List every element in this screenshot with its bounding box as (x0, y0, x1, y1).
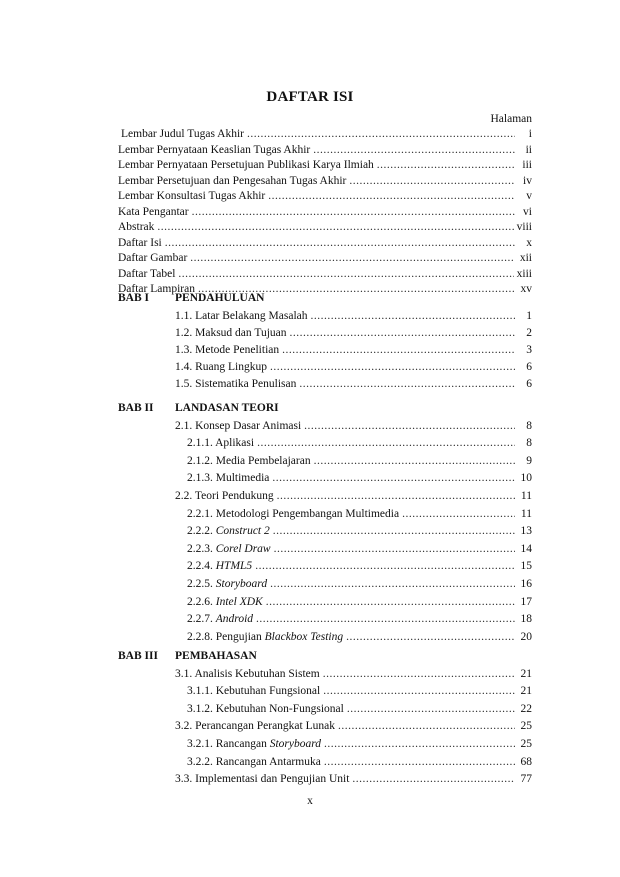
toc-entry (187, 684, 532, 698)
toc-page-number: 16 (520, 577, 532, 590)
chapter-number: BAB I (118, 292, 149, 304)
toc-entry-text: 1.4. Ruang Lingkup (175, 361, 267, 374)
toc-entry-label (187, 471, 269, 485)
toc-entry-label (187, 507, 399, 521)
toc-entry-italic-text: Intel XDK (215, 595, 263, 608)
toc-entry (175, 343, 532, 357)
toc-entry-text: 3.2. Perancangan Perangkat Lunak (175, 720, 335, 733)
dot-leader (346, 630, 515, 644)
dot-leader (290, 326, 516, 340)
toc-entry (175, 489, 532, 503)
toc-entry-text: Daftar Lampiran (118, 283, 195, 295)
toc-entry (118, 220, 532, 234)
toc-entry-label (118, 220, 154, 234)
dot-leader (157, 220, 513, 234)
toc-entry-text: 2.1.1. Aplikasi (187, 437, 255, 450)
dot-leader (256, 612, 515, 626)
toc-entry-label (118, 143, 310, 157)
dot-leader (349, 174, 515, 188)
toc-entry (187, 524, 532, 538)
dot-leader (347, 702, 515, 716)
toc-entry-italic-text: Corel Draw (215, 542, 271, 555)
toc-entry-text: 2.2.6. (187, 595, 216, 608)
toc-entry-text: Abstrak (118, 221, 155, 233)
dot-leader (257, 436, 515, 450)
toc-entry (187, 737, 532, 751)
toc-page-number: 18 (520, 613, 532, 626)
toc-entry-text: 2.2.5. (187, 577, 216, 590)
toc-page-number: 17 (520, 595, 532, 608)
toc-entry (187, 577, 532, 591)
toc-entry (118, 143, 532, 157)
toc-page-number: 8 (526, 437, 532, 450)
toc-entry-label (175, 489, 274, 503)
toc-entry-text: 2.1.2. Media Pembelajaran (187, 454, 311, 467)
toc-entry (175, 326, 532, 340)
toc-entry-label (187, 542, 271, 556)
dot-leader (277, 489, 515, 503)
toc-page-number: iii (522, 159, 532, 171)
toc-entry-text: 1.5. Sistematika Penulisan (175, 378, 297, 391)
toc-entry (175, 360, 532, 374)
toc-entry-text: Daftar Gambar (118, 252, 188, 264)
toc-entry-text: 3.3. Implementasi dan Pengujian Unit (175, 773, 350, 786)
toc-page-number: 25 (520, 737, 532, 750)
dot-leader (165, 236, 515, 250)
toc-entry-label (118, 174, 346, 188)
toc-entry-label (121, 127, 244, 141)
dot-leader (273, 524, 515, 538)
chapter-title: PEMBAHASAN (175, 650, 257, 662)
dot-leader (352, 772, 515, 786)
toc-entry-text: Lembar Konsultasi Tugas Akhir (118, 190, 266, 202)
toc-entry-label (175, 667, 320, 681)
toc-entry (175, 772, 532, 786)
toc-entry-label (187, 702, 344, 716)
dot-leader (268, 189, 515, 203)
toc-page-number: xiii (516, 267, 532, 280)
dot-leader (266, 595, 515, 609)
toc-entry-text: 1.2. Maksud dan Tujuan (175, 326, 287, 339)
toc-entry-text: Daftar Isi (118, 236, 162, 249)
toc-entry-text: 2.2.8. Pengujian (187, 630, 265, 643)
toc-entry-label (175, 343, 279, 357)
dot-leader (255, 559, 515, 573)
toc-entry-italic-text: Storyboard (215, 577, 268, 590)
dot-leader (323, 667, 515, 681)
toc-entry-text: 2.2.7. (187, 613, 216, 626)
toc-entry-label (118, 267, 175, 281)
toc-entry (187, 436, 532, 450)
toc-page-number: 2 (526, 326, 532, 339)
dot-leader (402, 507, 515, 521)
page-number: x (307, 795, 313, 807)
toc-page-number: ii (525, 143, 532, 156)
dot-leader (324, 755, 515, 769)
toc-page-number: 25 (520, 720, 532, 733)
toc-entry (175, 719, 532, 733)
toc-entry (121, 127, 532, 141)
dot-leader (377, 158, 515, 172)
toc-page-number: xii (519, 252, 532, 264)
dot-leader (190, 251, 515, 265)
toc-entry-text: Lembar Pernyataan Persetujuan Publikasi Karya Ilmiah (118, 159, 374, 171)
toc-entry-italic-text: HTML5 (215, 560, 253, 573)
halaman-label: Halaman (490, 113, 532, 125)
toc-entry-label (118, 205, 189, 219)
toc-entry (118, 158, 532, 172)
toc-entry (118, 174, 532, 188)
toc-entry-label (118, 189, 265, 203)
toc-page-number: vi (523, 205, 532, 218)
toc-page-number: 11 (520, 489, 532, 502)
toc-entry-text: Lembar Judul Tugas Akhir (121, 128, 244, 140)
dot-leader (274, 542, 515, 556)
toc-page-number: 11 (520, 507, 532, 520)
toc-entry (187, 507, 532, 521)
toc-entry-text: 2.1. Konsep Dasar Animasi (175, 419, 302, 432)
toc-entry-text: Daftar Tabel (118, 267, 176, 280)
toc-page-number: 8 (526, 419, 532, 432)
toc-entry-label (118, 158, 374, 172)
toc-entry-text: Lembar Pernyataan Keaslian Tugas Akhir (118, 143, 311, 156)
toc-entry-label (118, 236, 162, 250)
toc-entry-text: 3.1. Analisis Kebutuhan Sistem (175, 667, 320, 680)
toc-entry-label (175, 719, 335, 733)
toc-entry-italic-text: Storyboard (269, 737, 322, 750)
toc-page-number: 10 (520, 472, 532, 485)
toc-entry (118, 251, 532, 265)
dot-leader (304, 419, 515, 433)
toc-entry (175, 419, 532, 433)
toc-entry-label (175, 772, 349, 786)
dot-leader (299, 377, 515, 391)
toc-entry-text: 1.3. Metode Penelitian (175, 343, 280, 356)
toc-entry-label (187, 595, 263, 609)
toc-page-number: 9 (526, 454, 532, 467)
toc-page-number: 68 (520, 755, 532, 768)
toc-page-number: 13 (520, 525, 532, 538)
toc-page-number: 21 (520, 685, 532, 698)
page-title: DAFTAR ISI (266, 89, 354, 105)
toc-entry-text: 1.1. Latar Belakang Masalah (175, 309, 308, 322)
toc-entry (187, 612, 532, 626)
toc-entry-italic-text: Blackbox Testing (264, 630, 344, 643)
dot-leader (324, 737, 515, 751)
toc-page-number: 6 (526, 361, 532, 374)
toc-page-number: 21 (520, 667, 532, 680)
toc-entry-text: 2.2.3. (187, 542, 216, 555)
dot-leader (178, 267, 513, 281)
toc-page-number: viii (516, 221, 532, 233)
toc-entry (187, 755, 532, 769)
chapter-number: BAB III (118, 650, 158, 662)
chapter-number: BAB II (118, 402, 154, 414)
dot-leader (311, 309, 515, 323)
toc-entry-text: 2.2.4. (187, 560, 216, 573)
toc-page-number: 3 (526, 343, 532, 356)
toc-entry-text: 2.1.3. Multimedia (187, 472, 270, 485)
toc-page-number: iv (523, 174, 532, 187)
toc-page-number: 20 (520, 630, 532, 643)
toc-page-number: i (528, 128, 532, 140)
toc-entry (118, 205, 532, 219)
toc-entry (187, 542, 532, 556)
toc-entry-label (118, 251, 187, 265)
toc-entry (175, 377, 532, 391)
toc-entry (187, 702, 532, 716)
dot-leader (270, 577, 515, 591)
dot-leader (282, 343, 515, 357)
chapter-title: LANDASAN TEORI (175, 402, 279, 414)
toc-page-number: 14 (520, 542, 532, 555)
toc-entry-label (175, 326, 287, 340)
toc-entry-label (187, 737, 321, 751)
toc-entry-label (187, 436, 254, 450)
toc-entry-label (187, 684, 320, 698)
toc-entry-text: Lembar Persetujuan dan Pengesahan Tugas Akhir (118, 174, 347, 187)
toc-entry (187, 454, 532, 468)
dot-leader (192, 205, 515, 219)
toc-entry (118, 267, 532, 281)
dot-leader (323, 684, 515, 698)
toc-page-number: 1 (526, 309, 532, 322)
toc-entry-label (187, 524, 270, 538)
toc-entry-italic-text: Construct 2 (215, 525, 270, 538)
toc-entry-label (187, 577, 267, 591)
toc-page-number: 22 (520, 702, 532, 715)
toc-entry (175, 667, 532, 681)
toc-entry-label (187, 454, 311, 468)
toc-entry-label (175, 360, 267, 374)
toc-entry-label (187, 755, 321, 769)
toc-entry-text: 2.2.1. Metodologi Pengembangan Multimedia (187, 507, 400, 520)
chapter-title: PENDAHULUAN (175, 292, 265, 304)
toc-entry-italic-text: Android (215, 613, 254, 626)
toc-entry-text: Kata Pengantar (118, 205, 189, 218)
toc-entry-text: 3.2.1. Rancangan (187, 737, 270, 750)
dot-leader (338, 719, 515, 733)
dot-leader (314, 454, 515, 468)
toc-entry (187, 471, 532, 485)
toc-page-number: v (526, 190, 532, 202)
toc-entry-label (175, 309, 308, 323)
toc-entry (175, 309, 532, 323)
toc-entry-label (175, 377, 296, 391)
dot-leader (313, 143, 515, 157)
toc-entry-label (187, 630, 343, 644)
dot-leader (270, 360, 515, 374)
toc-entry-text: 3.2.2. Rancangan Antarmuka (187, 755, 321, 768)
toc-entry-label (187, 612, 253, 626)
toc-entry-label (175, 419, 301, 433)
toc-entry (187, 630, 532, 644)
toc-entry (187, 595, 532, 609)
toc-entry (118, 189, 532, 203)
toc-page-number: 77 (520, 773, 532, 786)
dot-leader (247, 127, 515, 141)
toc-page-number: xv (520, 283, 532, 295)
toc-entry-text: 3.1.1. Kebutuhan Fungsional (187, 685, 321, 698)
dot-leader (272, 471, 515, 485)
toc-entry-text: 2.2. Teori Pendukung (175, 489, 274, 502)
toc-entry-text: 2.2.2. (187, 525, 216, 538)
toc-entry (118, 236, 532, 250)
toc-entry (187, 559, 532, 573)
toc-page-number: x (526, 236, 532, 249)
toc-page-number: 15 (520, 560, 532, 573)
toc-entry-label (187, 559, 252, 573)
toc-entry-text: 3.1.2. Kebutuhan Non-Fungsional (187, 702, 344, 715)
toc-page-number: 6 (526, 378, 532, 391)
